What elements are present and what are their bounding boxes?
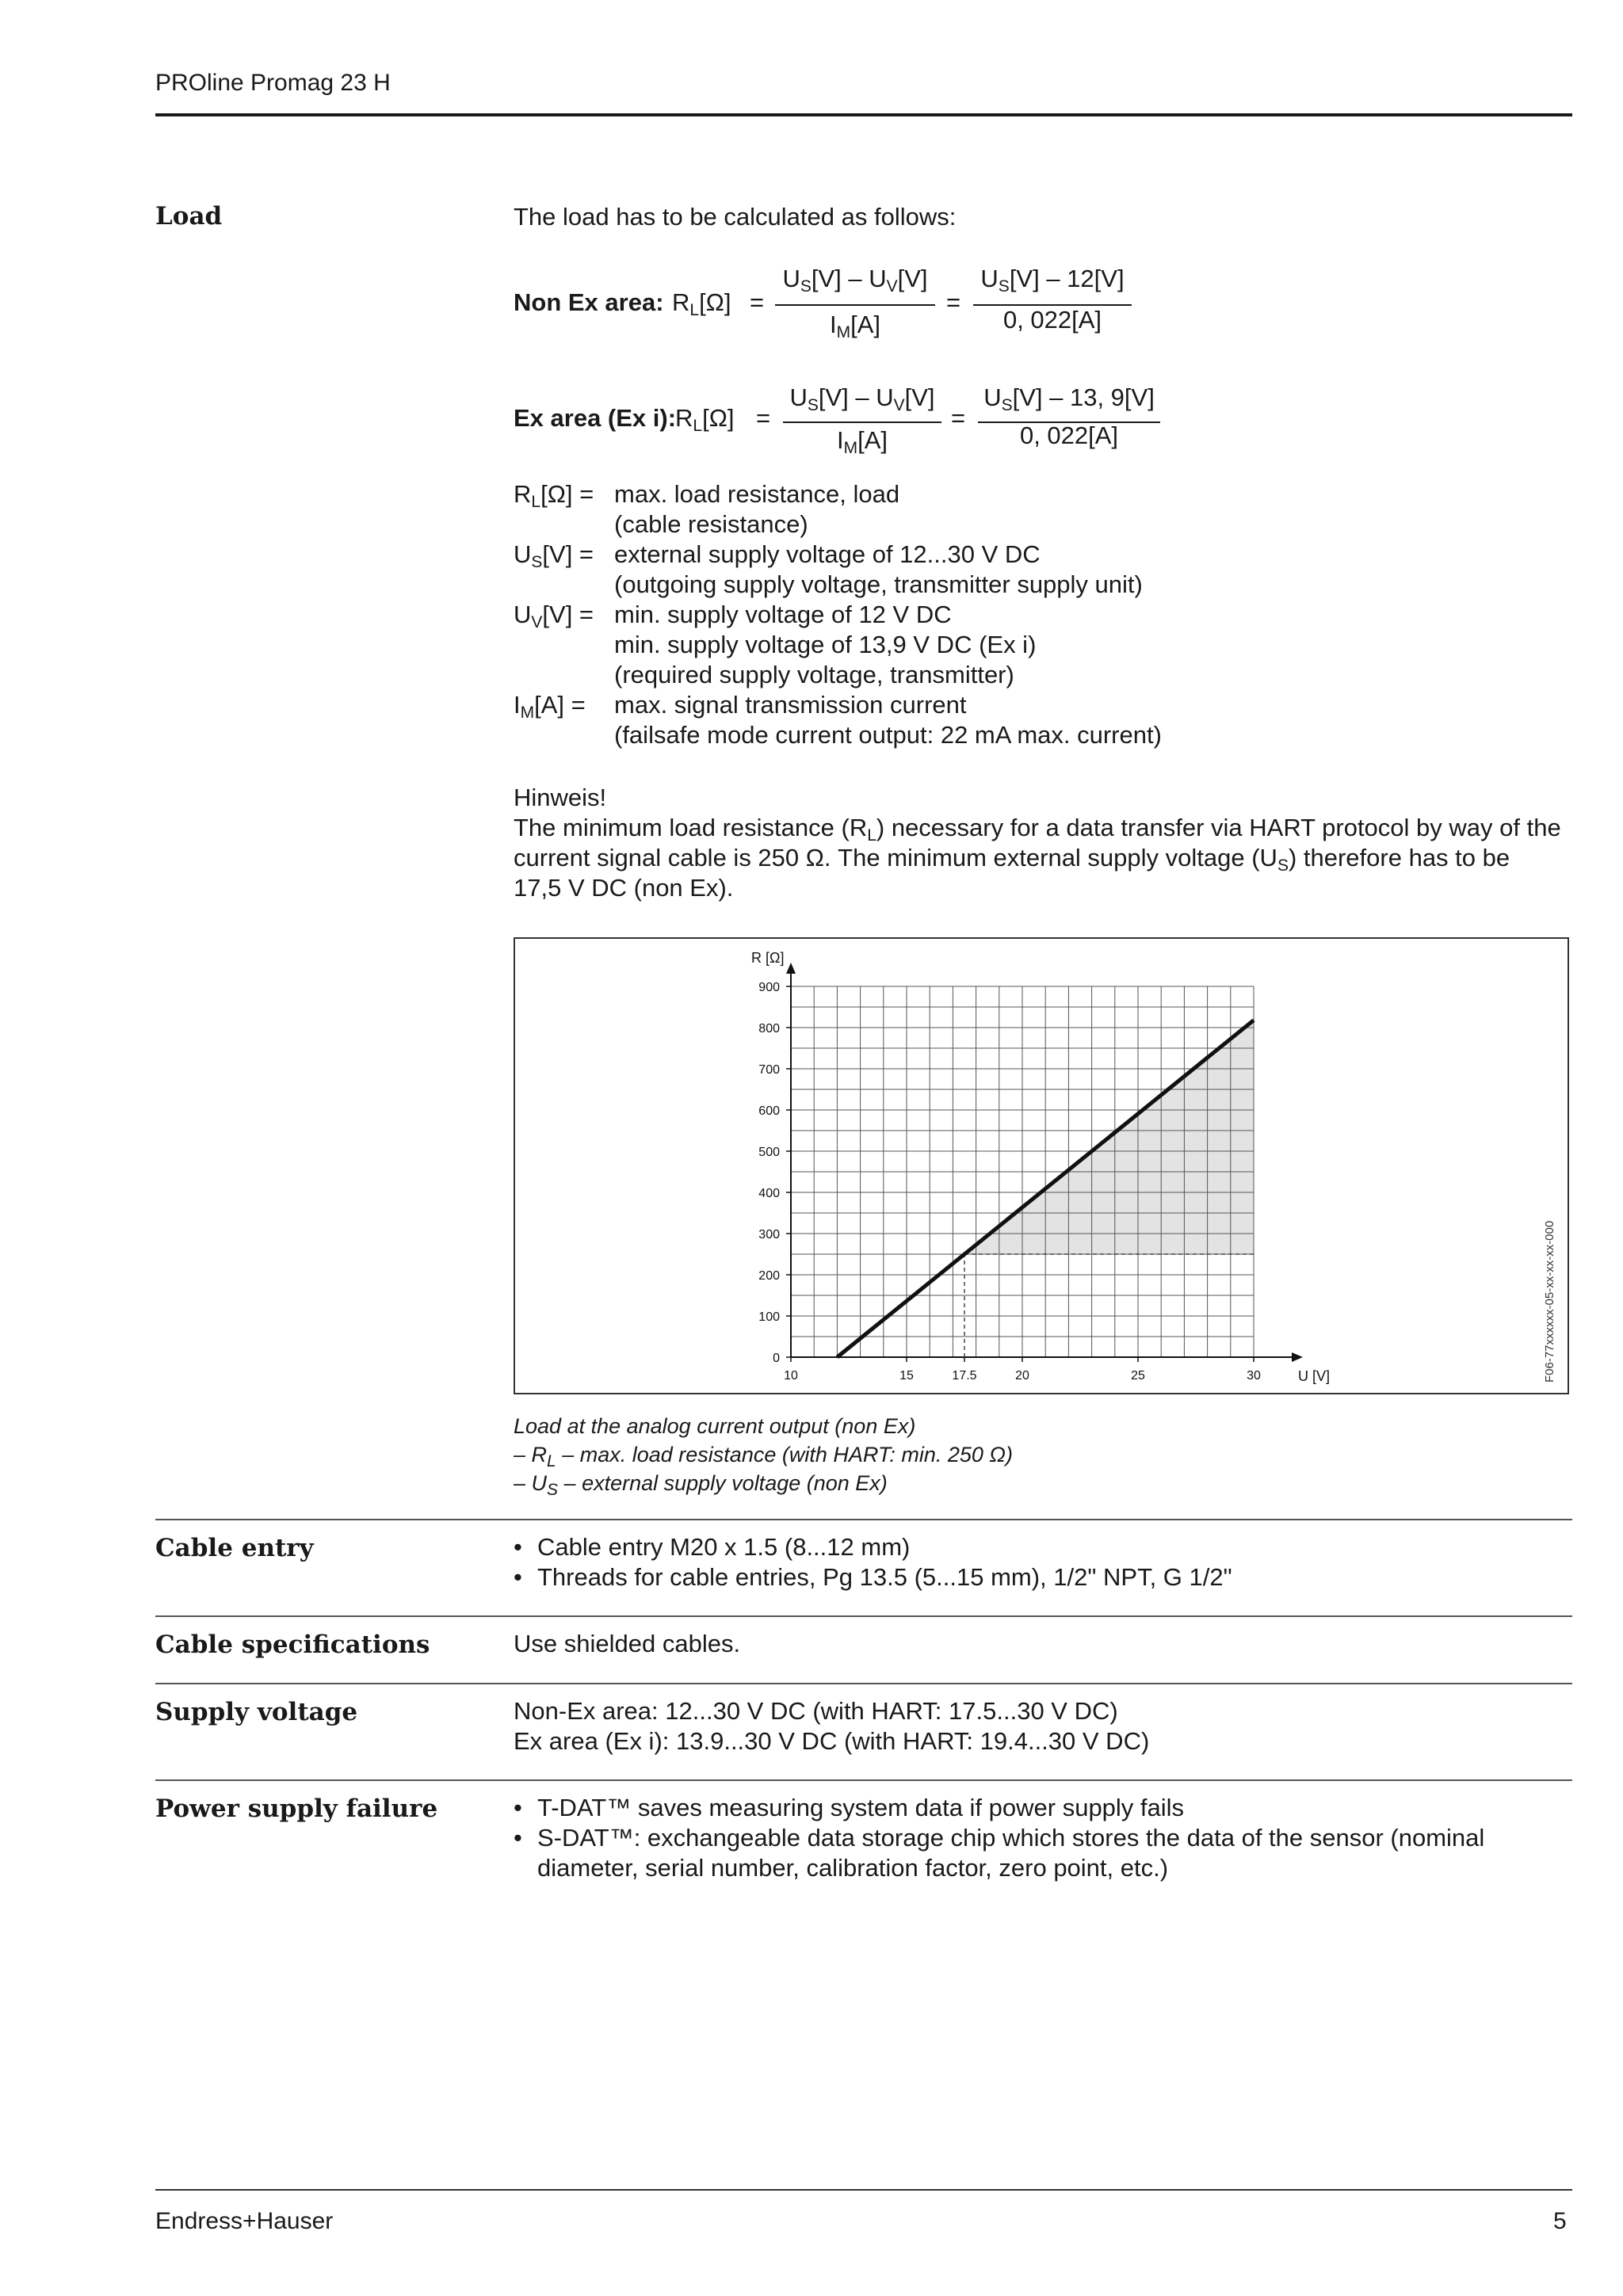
formula-ex-eq: = [756, 404, 771, 432]
caption-line-3: – $U_S$ – external supply voltage (non Ex) [514, 1471, 888, 1499]
y-tick-label: 500 [758, 1146, 780, 1159]
document-header-title: PROline Promag 23 H [155, 70, 391, 96]
supply-voltage-line-2: Ex area (Ex i): 13.9...30 V DC (with HART: 19.4...30 V DC) [514, 1727, 1150, 1755]
definition-value: max. signal transmission current (failsafe mode current output: 22 mA max. current) [614, 691, 1162, 749]
formula-ex-fraction-bar-1 [783, 421, 941, 423]
section-divider [155, 1683, 1572, 1684]
formula-non-ex-lhs: $R_L[\Omega]$ [672, 288, 731, 319]
formula-non-ex-eq2: = [946, 288, 961, 316]
x-tick-label: 25 [1131, 1369, 1145, 1383]
footer-rule [155, 2189, 1572, 2191]
cable-entry-list [514, 1532, 1232, 1592]
formula-ex-den2: 0, 022[A] [1019, 421, 1119, 449]
section-label-load: Load [155, 202, 223, 231]
formula-non-ex-den2: 0, 022[A] [1002, 306, 1102, 334]
page-number: 5 [1553, 2208, 1567, 2234]
section-divider [155, 1519, 1572, 1520]
section-label-power-supply-failure: Power supply failure [155, 1794, 438, 1823]
y-tick-label: 300 [758, 1228, 780, 1241]
x-axis-arrow [1292, 1352, 1303, 1362]
x-tick-label: 10 [784, 1369, 798, 1383]
x-tick-label: 15 [899, 1369, 914, 1383]
figure-id: F06-77xxxxxx-05-xx-xx-xx-000 [1543, 1220, 1556, 1383]
formula-non-ex-num1: $U_S[V] - U_V[V]$ [782, 265, 928, 296]
cable-spec-text: Use shielded cables. [514, 1630, 741, 1657]
definition-value: max. load resistance, load (cable resistance) [614, 480, 900, 538]
x-tick-label: 17.5 [952, 1369, 977, 1383]
formula-ex-prefix: Ex area (Ex i): [514, 404, 677, 432]
list-item: • S-DAT™: exchangeable data storage chip which stores the data of the sensor (nominal diameter, serial number, calibration factor, zero point, etc.) [514, 1823, 1544, 1883]
definition-value: external supply voltage of 12...30 V DC (outgoing supply voltage, transmitter supply unit) [614, 540, 1143, 598]
x-axis-label: U [V] [1298, 1368, 1331, 1384]
list-item: • T-DAT™ saves measuring system data if power supply fails [514, 1793, 1544, 1823]
note-line-1: The minimum load resistance $(R_L)$ necessary for a data transfer via HART protocol by way of the [514, 814, 1561, 845]
x-tick-label: 20 [1015, 1369, 1029, 1383]
formula-non-ex-fraction-bar-1 [775, 304, 935, 306]
note-title: Hinweis! [514, 784, 607, 811]
section-label-supply-voltage: Supply voltage [155, 1698, 358, 1726]
y-axis-label: R [Ω] [751, 950, 785, 966]
y-tick-label: 600 [758, 1104, 780, 1118]
hart-note [514, 783, 1561, 903]
definition-value: min. supply voltage of 12 V DC min. supply voltage of 13,9 V DC (Ex i) (required supply voltage, transmitter) [614, 601, 1037, 688]
supply-voltage-line-1: Non-Ex area: 12...30 V DC (with HART: 17.5...30 V DC) [514, 1697, 1118, 1725]
caption-line-2: – $R_L$ – max. load resistance (with HART: min. 250 Ω) [514, 1443, 1013, 1470]
note-line-3: 17,5 V DC (non Ex). [514, 874, 734, 902]
section-label-cable-specifications: Cable specifications [155, 1630, 430, 1659]
formula-non-ex-den1: $I_M[A]$ [829, 311, 881, 341]
y-tick-label: 700 [758, 1063, 780, 1077]
formula-non-ex-prefix: Non Ex area: [514, 288, 664, 316]
formula-non-ex-eq: = [750, 288, 765, 316]
definition-key: $U_V[V]$ = [514, 601, 594, 631]
formula-non-ex-num2: $U_S[V] - 12[V]$ [980, 265, 1125, 296]
load-chart-frame [514, 937, 1569, 1394]
y-tick-label: 400 [758, 1187, 780, 1200]
y-axis-arrow [786, 963, 796, 974]
note-line-2: current signal cable is 250 Ω. The minimum external supply voltage $(U_S)$ therefore has to be [514, 844, 1510, 875]
y-tick-label: 900 [758, 981, 780, 994]
load-intro: The load has to be calculated as follows: [514, 203, 957, 231]
caption-line-1: Load at the analog current output (non Ex) [514, 1414, 916, 1438]
chart-caption [514, 1412, 1013, 1497]
y-tick-label: 0 [773, 1352, 780, 1365]
formula-ex-eq2: = [951, 404, 966, 432]
definition-key: $I_M[A]$ = [514, 691, 586, 722]
load-chart [515, 939, 1568, 1393]
formula-ex-num1: $U_S[V] - U_V[V]$ [789, 383, 935, 414]
section-label-cable-entry: Cable entry [155, 1534, 314, 1562]
footer-brand: Endress+Hauser [155, 2208, 334, 2234]
list-item: • Threads for cable entries, Pg 13.5 (5...15 mm), 1/2" NPT, G 1/2" [514, 1562, 1232, 1592]
y-tick-label: 200 [758, 1269, 780, 1283]
y-tick-label: 100 [758, 1310, 780, 1324]
x-tick-label: 30 [1247, 1369, 1261, 1383]
supply-voltage-text [514, 1696, 1149, 1756]
header-rule [155, 113, 1572, 116]
section-divider [155, 1615, 1572, 1617]
definition-key: $U_S[V]$ = [514, 540, 594, 571]
y-tick-label: 800 [758, 1022, 780, 1035]
list-item: • Cable entry M20 x 1.5 (8...12 mm) [514, 1532, 1232, 1562]
power-failure-list [514, 1793, 1544, 1883]
formula-ex-den1: $I_M[A]$ [836, 426, 888, 457]
formula-ex-num2: $U_S[V] - 13$, 9[V] [983, 383, 1155, 414]
formula-ex-lhs: $R_L[\Omega]$ [675, 404, 735, 435]
definition-key: $R_L[\Omega]$ = [514, 480, 594, 511]
section-divider [155, 1779, 1572, 1781]
